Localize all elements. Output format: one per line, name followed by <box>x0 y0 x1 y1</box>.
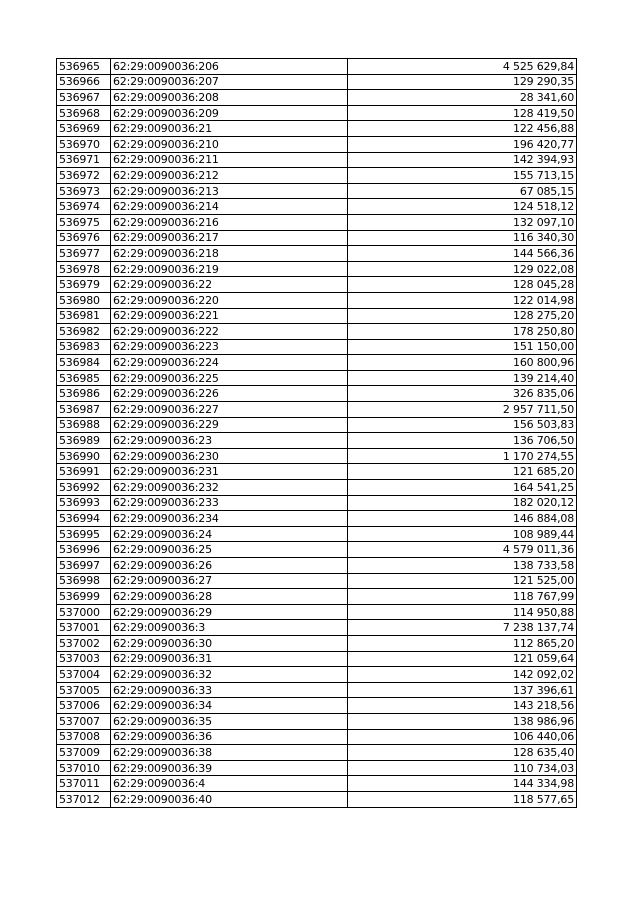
table-row <box>57 558 577 574</box>
cadastral-number-cell: 62:29:0090036:233 <box>111 495 348 511</box>
row-number-cell: 537002 <box>57 635 111 651</box>
cadastral-number-cell: 62:29:0090036:221 <box>111 308 348 324</box>
table-row <box>57 620 577 636</box>
cadastral-number-cell: 62:29:0090036:225 <box>111 370 348 386</box>
cadastral-value-cell: 2 957 711,50 <box>348 402 577 418</box>
cadastral-value-cell: 121 685,20 <box>348 464 577 480</box>
row-number-cell: 536979 <box>57 277 111 293</box>
cadastral-value-cell: 28 341,60 <box>348 90 577 106</box>
row-number-cell: 536981 <box>57 308 111 324</box>
table-row <box>57 604 577 620</box>
cadastral-value-cell: 121 059,64 <box>348 651 577 667</box>
table-row <box>57 635 577 651</box>
cadastral-value-cell: 326 835,06 <box>348 386 577 402</box>
table-row <box>57 713 577 729</box>
cadastral-value-cell: 144 566,36 <box>348 246 577 262</box>
cadastral-value-cell: 116 340,30 <box>348 230 577 246</box>
table-row <box>57 183 577 199</box>
cadastral-number-cell: 62:29:0090036:27 <box>111 573 348 589</box>
cadastral-value-cell: 67 085,15 <box>348 183 577 199</box>
row-number-cell: 536996 <box>57 542 111 558</box>
row-number-cell: 537001 <box>57 620 111 636</box>
row-number-cell: 536977 <box>57 246 111 262</box>
cadastral-value-table <box>56 58 577 808</box>
table-row <box>57 59 577 75</box>
cadastral-number-cell: 62:29:0090036:211 <box>111 152 348 168</box>
row-number-cell: 536974 <box>57 199 111 215</box>
cadastral-value-cell: 144 334,98 <box>348 776 577 792</box>
cadastral-value-cell: 118 767,99 <box>348 589 577 605</box>
row-number-cell: 537009 <box>57 745 111 761</box>
table-row <box>57 230 577 246</box>
cadastral-number-cell: 62:29:0090036:35 <box>111 713 348 729</box>
table-row <box>57 74 577 90</box>
table-row <box>57 292 577 308</box>
table-row <box>57 526 577 542</box>
row-number-cell: 536973 <box>57 183 111 199</box>
cadastral-number-cell: 62:29:0090036:226 <box>111 386 348 402</box>
cadastral-value-cell: 164 541,25 <box>348 480 577 496</box>
cadastral-value-cell: 138 733,58 <box>348 558 577 574</box>
cadastral-number-cell: 62:29:0090036:234 <box>111 511 348 527</box>
row-number-cell: 537007 <box>57 713 111 729</box>
table-row <box>57 448 577 464</box>
cadastral-number-cell: 62:29:0090036:30 <box>111 635 348 651</box>
cadastral-number-cell: 62:29:0090036:230 <box>111 448 348 464</box>
row-number-cell: 536967 <box>57 90 111 106</box>
row-number-cell: 537011 <box>57 776 111 792</box>
table-row <box>57 776 577 792</box>
table-row <box>57 136 577 152</box>
row-number-cell: 536976 <box>57 230 111 246</box>
row-number-cell: 536987 <box>57 402 111 418</box>
row-number-cell: 536966 <box>57 74 111 90</box>
cadastral-number-cell: 62:29:0090036:40 <box>111 791 348 807</box>
row-number-cell: 536990 <box>57 448 111 464</box>
cadastral-number-cell: 62:29:0090036:24 <box>111 526 348 542</box>
cadastral-number-cell: 62:29:0090036:3 <box>111 620 348 636</box>
cadastral-value-cell: 121 525,00 <box>348 573 577 589</box>
cadastral-value-cell: 142 394,93 <box>348 152 577 168</box>
table-row <box>57 573 577 589</box>
table-row <box>57 339 577 355</box>
table-row <box>57 682 577 698</box>
cadastral-value-cell: 4 525 629,84 <box>348 59 577 75</box>
table-row <box>57 324 577 340</box>
table-row <box>57 433 577 449</box>
cadastral-number-cell: 62:29:0090036:231 <box>111 464 348 480</box>
cadastral-value-cell: 143 218,56 <box>348 698 577 714</box>
cadastral-number-cell: 62:29:0090036:220 <box>111 292 348 308</box>
table-row <box>57 729 577 745</box>
cadastral-number-cell: 62:29:0090036:213 <box>111 183 348 199</box>
cadastral-value-cell: 151 150,00 <box>348 339 577 355</box>
cadastral-value-cell: 4 579 011,36 <box>348 542 577 558</box>
cadastral-number-cell: 62:29:0090036:210 <box>111 136 348 152</box>
cadastral-value-cell: 110 734,03 <box>348 760 577 776</box>
row-number-cell: 536998 <box>57 573 111 589</box>
row-number-cell: 537008 <box>57 729 111 745</box>
table-row <box>57 214 577 230</box>
cadastral-number-cell: 62:29:0090036:212 <box>111 168 348 184</box>
cadastral-number-cell: 62:29:0090036:39 <box>111 760 348 776</box>
cadastral-value-cell: 139 214,40 <box>348 370 577 386</box>
table-row <box>57 105 577 121</box>
cadastral-number-cell: 62:29:0090036:208 <box>111 90 348 106</box>
cadastral-value-cell: 128 275,20 <box>348 308 577 324</box>
cadastral-number-cell: 62:29:0090036:218 <box>111 246 348 262</box>
row-number-cell: 536997 <box>57 558 111 574</box>
cadastral-value-cell: 118 577,65 <box>348 791 577 807</box>
row-number-cell: 536988 <box>57 417 111 433</box>
table-row <box>57 370 577 386</box>
table-row <box>57 402 577 418</box>
cadastral-number-cell: 62:29:0090036:34 <box>111 698 348 714</box>
cadastral-number-cell: 62:29:0090036:29 <box>111 604 348 620</box>
cadastral-value-cell: 128 635,40 <box>348 745 577 761</box>
row-number-cell: 537004 <box>57 667 111 683</box>
cadastral-number-cell: 62:29:0090036:217 <box>111 230 348 246</box>
row-number-cell: 536969 <box>57 121 111 137</box>
cadastral-number-cell: 62:29:0090036:26 <box>111 558 348 574</box>
table-row <box>57 308 577 324</box>
cadastral-number-cell: 62:29:0090036:224 <box>111 355 348 371</box>
cadastral-value-cell: 138 986,96 <box>348 713 577 729</box>
row-number-cell: 536978 <box>57 261 111 277</box>
cadastral-number-cell: 62:29:0090036:36 <box>111 729 348 745</box>
table-row <box>57 152 577 168</box>
row-number-cell: 536982 <box>57 324 111 340</box>
table-row <box>57 121 577 137</box>
cadastral-number-cell: 62:29:0090036:23 <box>111 433 348 449</box>
table-row <box>57 464 577 480</box>
row-number-cell: 536965 <box>57 59 111 75</box>
cadastral-number-cell: 62:29:0090036:31 <box>111 651 348 667</box>
table-row <box>57 199 577 215</box>
cadastral-value-cell: 136 706,50 <box>348 433 577 449</box>
cadastral-number-cell: 62:29:0090036:28 <box>111 589 348 605</box>
table-row <box>57 386 577 402</box>
row-number-cell: 536972 <box>57 168 111 184</box>
cadastral-value-cell: 129 022,08 <box>348 261 577 277</box>
cadastral-number-cell: 62:29:0090036:32 <box>111 667 348 683</box>
cadastral-value-cell: 128 419,50 <box>348 105 577 121</box>
row-number-cell: 536989 <box>57 433 111 449</box>
table-row <box>57 495 577 511</box>
cadastral-number-cell: 62:29:0090036:25 <box>111 542 348 558</box>
table-row <box>57 355 577 371</box>
cadastral-value-cell: 112 865,20 <box>348 635 577 651</box>
table-row <box>57 90 577 106</box>
cadastral-number-cell: 62:29:0090036:227 <box>111 402 348 418</box>
cadastral-number-cell: 62:29:0090036:33 <box>111 682 348 698</box>
cadastral-value-cell: 124 518,12 <box>348 199 577 215</box>
table-row <box>57 246 577 262</box>
row-number-cell: 536971 <box>57 152 111 168</box>
cadastral-value-cell: 160 800,96 <box>348 355 577 371</box>
table-row <box>57 745 577 761</box>
table-row <box>57 277 577 293</box>
table-row <box>57 480 577 496</box>
cadastral-value-cell: 7 238 137,74 <box>348 620 577 636</box>
cadastral-value-cell: 146 884,08 <box>348 511 577 527</box>
cadastral-value-cell: 132 097,10 <box>348 214 577 230</box>
table-row <box>57 698 577 714</box>
table-body <box>57 59 577 808</box>
row-number-cell: 537012 <box>57 791 111 807</box>
table-row <box>57 261 577 277</box>
cadastral-number-cell: 62:29:0090036:209 <box>111 105 348 121</box>
cadastral-value-cell: 108 989,44 <box>348 526 577 542</box>
row-number-cell: 537006 <box>57 698 111 714</box>
table-row <box>57 651 577 667</box>
cadastral-number-cell: 62:29:0090036:206 <box>111 59 348 75</box>
cadastral-value-cell: 114 950,88 <box>348 604 577 620</box>
cadastral-value-cell: 196 420,77 <box>348 136 577 152</box>
cadastral-number-cell: 62:29:0090036:21 <box>111 121 348 137</box>
cadastral-value-cell: 128 045,28 <box>348 277 577 293</box>
cadastral-number-cell: 62:29:0090036:216 <box>111 214 348 230</box>
cadastral-value-cell: 178 250,80 <box>348 324 577 340</box>
cadastral-value-cell: 129 290,35 <box>348 74 577 90</box>
table-row <box>57 760 577 776</box>
row-number-cell: 536992 <box>57 480 111 496</box>
cadastral-number-cell: 62:29:0090036:22 <box>111 277 348 293</box>
cadastral-number-cell: 62:29:0090036:223 <box>111 339 348 355</box>
cadastral-value-cell: 122 014,98 <box>348 292 577 308</box>
table-row <box>57 168 577 184</box>
cadastral-value-cell: 137 396,61 <box>348 682 577 698</box>
cadastral-value-cell: 122 456,88 <box>348 121 577 137</box>
row-number-cell: 536980 <box>57 292 111 308</box>
row-number-cell: 536986 <box>57 386 111 402</box>
cadastral-value-cell: 155 713,15 <box>348 168 577 184</box>
table-row <box>57 791 577 807</box>
row-number-cell: 537003 <box>57 651 111 667</box>
row-number-cell: 536991 <box>57 464 111 480</box>
row-number-cell: 536999 <box>57 589 111 605</box>
table-row <box>57 542 577 558</box>
cadastral-number-cell: 62:29:0090036:38 <box>111 745 348 761</box>
row-number-cell: 537010 <box>57 760 111 776</box>
row-number-cell: 536995 <box>57 526 111 542</box>
table-row <box>57 589 577 605</box>
row-number-cell: 536985 <box>57 370 111 386</box>
row-number-cell: 537005 <box>57 682 111 698</box>
cadastral-value-cell: 182 020,12 <box>348 495 577 511</box>
row-number-cell: 536983 <box>57 339 111 355</box>
row-number-cell: 536975 <box>57 214 111 230</box>
cadastral-number-cell: 62:29:0090036:232 <box>111 480 348 496</box>
row-number-cell: 537000 <box>57 604 111 620</box>
table-row <box>57 417 577 433</box>
row-number-cell: 536993 <box>57 495 111 511</box>
row-number-cell: 536994 <box>57 511 111 527</box>
cadastral-number-cell: 62:29:0090036:222 <box>111 324 348 340</box>
cadastral-value-cell: 156 503,83 <box>348 417 577 433</box>
cadastral-number-cell: 62:29:0090036:207 <box>111 74 348 90</box>
cadastral-value-cell: 142 092,02 <box>348 667 577 683</box>
cadastral-value-cell: 106 440,06 <box>348 729 577 745</box>
cadastral-number-cell: 62:29:0090036:4 <box>111 776 348 792</box>
cadastral-value-cell: 1 170 274,55 <box>348 448 577 464</box>
cadastral-number-cell: 62:29:0090036:229 <box>111 417 348 433</box>
row-number-cell: 536984 <box>57 355 111 371</box>
table-row <box>57 511 577 527</box>
cadastral-number-cell: 62:29:0090036:214 <box>111 199 348 215</box>
row-number-cell: 536968 <box>57 105 111 121</box>
row-number-cell: 536970 <box>57 136 111 152</box>
cadastral-number-cell: 62:29:0090036:219 <box>111 261 348 277</box>
table-row <box>57 667 577 683</box>
